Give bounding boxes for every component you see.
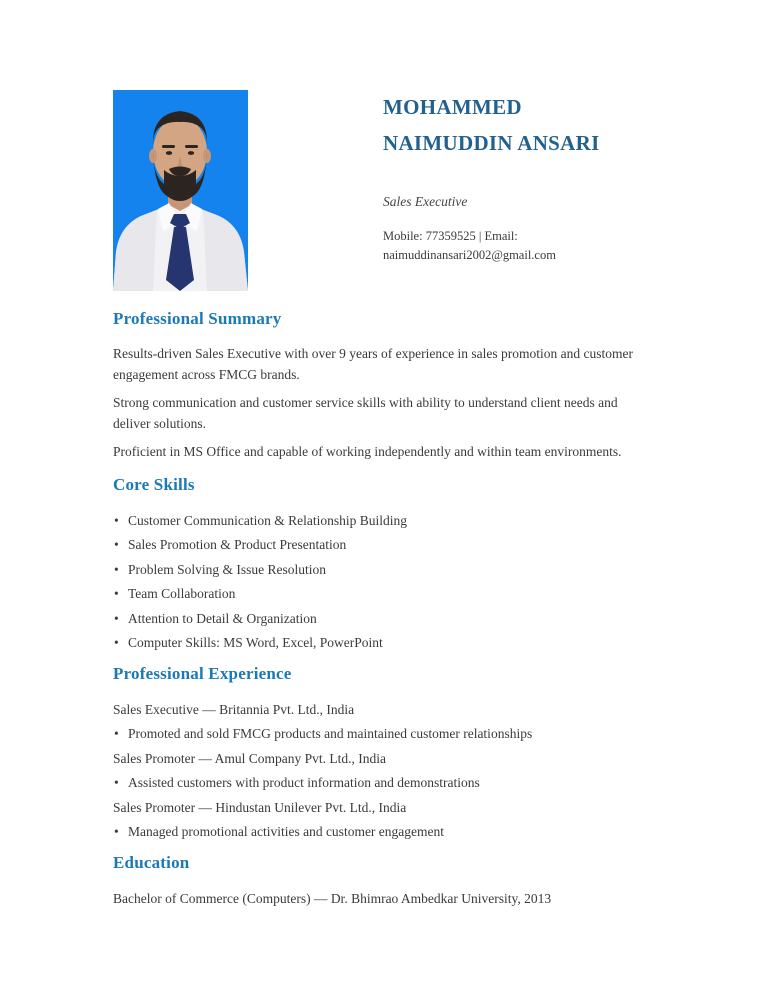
header-text [383,89,663,265]
section-core-skills [113,475,658,651]
section-title-experience: Professional Experience [113,663,292,683]
section-title-education: Education [113,852,190,872]
section-professional-experience [113,664,658,840]
experience-bullet: • Assisted customers with product information and demonstrations [113,774,658,791]
experience-bullet: • Managed promotional activities and customer engagement [113,823,658,840]
person-name [383,89,663,161]
experience-role: Sales Promoter — Amul Company Pvt. Ltd., India [113,750,386,766]
section-professional-summary [113,309,658,462]
contact-email-address: naimuddinansari2002@gmail.com [383,248,556,262]
summary-paragraph: Strong communication and customer service skills with ability to understand client needs and deliver solutions. [113,395,618,431]
job-title: Sales Executive [383,194,468,209]
skill-item: • Customer Communication & Relationship Building [113,512,658,529]
experience-list [113,701,658,840]
profile-photo [113,90,248,291]
summary-paragraph: Proficient in MS Office and capable of working independently and within team environments. [113,444,622,459]
section-title-summary: Professional Summary [113,309,282,328]
skill-item: • Problem Solving & Issue Resolution [113,561,658,578]
skill-item: • Computer Skills: MS Word, Excel, PowerPoint [113,634,658,651]
summary-paragraph: Results-driven Sales Executive with over 9 years of experience in sales promotion and customer engagement across FMCG brands. [113,346,633,382]
section-title-skills: Core Skills [113,475,195,494]
education-degree: Bachelor of Commerce (Computers) — Dr. Bhimrao Ambedkar University, 2013 [113,890,552,906]
person-name-line2: NAIMUDDIN ANSARI [383,131,600,155]
skill-item: • Team Collaboration [113,585,658,602]
experience-bullet: • Promoted and sold FMCG products and maintained customer relationships [113,725,658,742]
skill-item: • Sales Promotion & Product Presentation [113,536,658,553]
person-name-line1: MOHAMMED [383,95,522,119]
experience-role: Sales Promoter — Hindustan Unilever Pvt. Ltd., India [113,799,407,815]
section-education [113,853,658,907]
skills-list [113,512,658,651]
contact-phone-email-label: Mobile: 77359525 | Email: [383,229,518,243]
experience-role: Sales Executive — Britannia Pvt. Ltd., India [113,701,355,717]
resume-header [113,89,658,291]
skill-item: • Attention to Detail & Organization [113,610,658,627]
contact-info [383,227,663,265]
